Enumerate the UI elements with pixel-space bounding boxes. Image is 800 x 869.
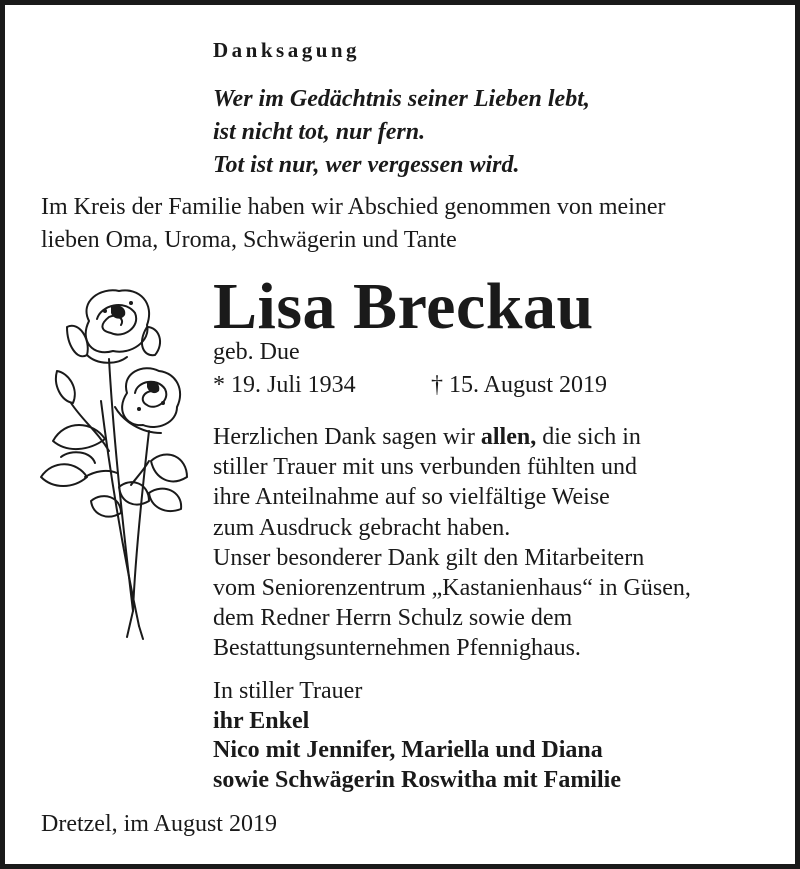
deceased-name: Lisa Breckau xyxy=(213,270,594,343)
heading: Danksagung xyxy=(213,38,361,62)
quote-line: Tot ist nur, wer vergessen wird. xyxy=(213,152,520,178)
thanks-line: zum Ausdruck gebracht haben. xyxy=(213,514,511,541)
thanks-line: vom Seniorenzentrum „Kastanienhaus“ in Güsen, xyxy=(213,575,691,602)
intro-line: Im Kreis der Familie haben wir Abschied genommen von meiner xyxy=(41,194,666,220)
thanks-line: Bestattungsunternehmen Pfennighaus. xyxy=(213,635,581,662)
thanks-line: ihre Anteilnahme auf so vielfältige Weise xyxy=(213,484,610,511)
thanks-line xyxy=(213,422,691,452)
intro-text xyxy=(41,191,666,257)
thanks-line: stiller Trauer mit uns verbunden fühlten und xyxy=(213,454,637,481)
signature-intro: In stiller Trauer xyxy=(213,678,363,704)
thanks-line: Unser besonderer Dank gilt den Mitarbeitern xyxy=(213,544,645,571)
intro-line: lieben Oma, Uroma, Schwägerin und Tante xyxy=(41,227,457,253)
maiden-name: geb. Due xyxy=(213,339,300,365)
quote xyxy=(213,83,590,182)
place-date: Dretzel, im August 2019 xyxy=(41,811,277,837)
thanks-line-start: Herzlichen Dank sagen wir xyxy=(213,424,481,450)
thanks-line-end: die sich in xyxy=(536,424,641,450)
life-dates xyxy=(213,369,608,401)
signature-block xyxy=(213,677,621,795)
death-date: † 15. August 2019 xyxy=(431,372,608,398)
signature-line: ihr Enkel xyxy=(213,707,310,734)
quote-line: Wer im Gedächtnis seiner Lieben lebt, xyxy=(213,86,590,112)
quote-line: ist nicht tot, nur fern. xyxy=(213,119,426,145)
birth-date: * 19. Juli 1934 xyxy=(213,372,356,398)
rose-icon xyxy=(31,281,201,641)
thanks-line: dem Redner Herrn Schulz sowie dem xyxy=(213,605,573,632)
thanks-text xyxy=(213,422,691,664)
signature-line: sowie Schwägerin Roswitha mit Familie xyxy=(213,766,621,793)
signature-line: Nico mit Jennifer, Mariella und Diana xyxy=(213,737,603,763)
emphasis-word: allen, xyxy=(480,424,537,450)
